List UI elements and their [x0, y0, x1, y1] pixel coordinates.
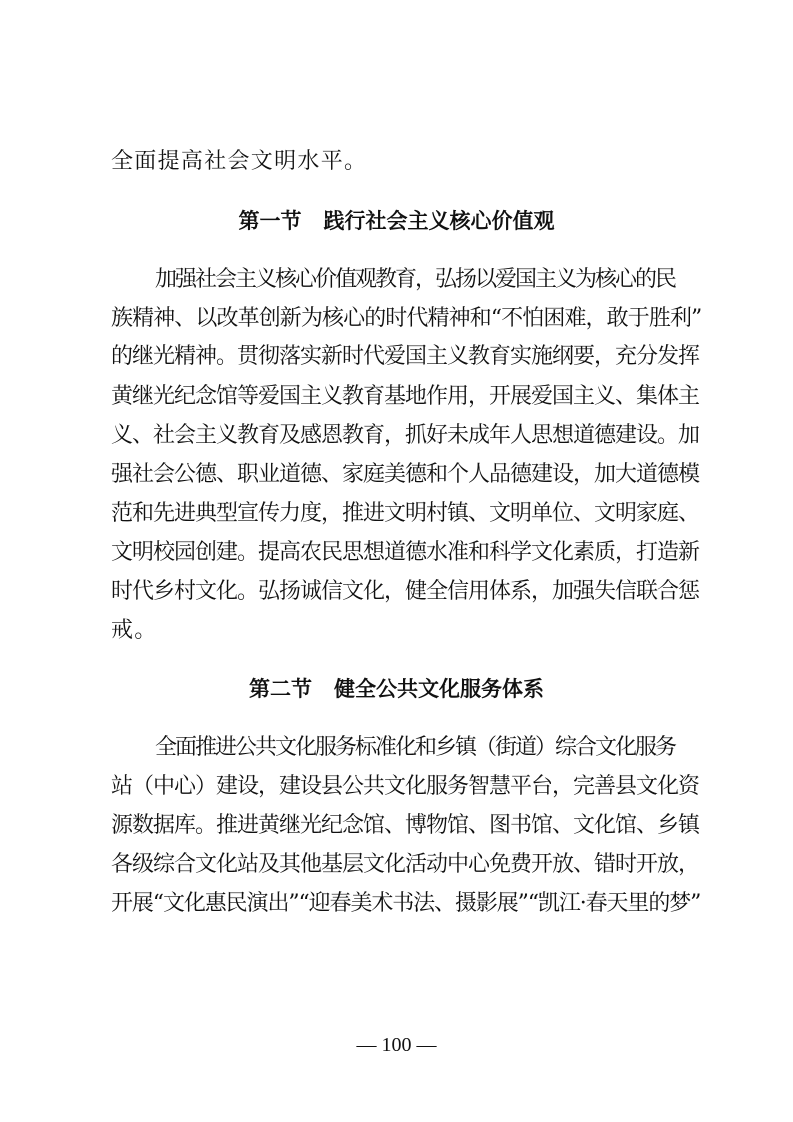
section-heading-2 [0, 677, 793, 701]
paragraph-line: 戒。 [111, 618, 158, 643]
paragraph-line: 各级综合文化站及其他基层文化活动中心免费开放、错时开放， [111, 852, 700, 877]
paragraph-line: 开展“文化惠民演出”“迎春美术书法、摄影展”“凯江·春天里的梦” [111, 891, 701, 916]
paragraph-line: 族精神、以改革创新为核心的时代精神和“不怕困难，敢于胜利” [111, 306, 702, 331]
section-title-1: 践行社会主义核心价值观 [323, 208, 555, 233]
page-number: — 100 — [356, 1034, 437, 1056]
paragraph-line: 加强社会主义核心价值观教育，弘扬以爱国主义为核心的民 [155, 267, 676, 292]
paragraph-line: 源数据库。推进黄继光纪念馆、博物馆、图书馆、文化馆、乡镇 [111, 813, 700, 838]
paragraph-line: 站（中心）建设，建设县公共文化服务智慧平台，完善县文化资 [111, 774, 700, 799]
paragraph-line: 时代乡村文化。弘扬诚信文化，健全信用体系，加强失信联合惩 [111, 579, 700, 604]
paragraph-line: 黄继光纪念馆等爱国主义教育基地作用，开展爱国主义、集体主 [111, 384, 700, 409]
paragraph-line: 范和先进典型宣传力度，推进文明村镇、文明单位、文明家庭、 [111, 501, 700, 526]
section-title-2: 健全公共文化服务体系 [334, 676, 544, 701]
section-number-1: 第一节 [238, 208, 302, 233]
section-heading-1 [0, 209, 793, 233]
paragraph-line: 强社会公德、职业道德、家庭美德和个人品德建设，加大道德模 [111, 462, 700, 487]
paragraph-line: 义、社会主义教育及感恩教育，抓好未成年人思想道德建设。加 [111, 423, 700, 448]
intro-line: 全面提高社会文明水平。 [111, 149, 368, 174]
paragraph-line: 文明校园创建。提高农民思想道德水准和科学文化素质，打造新 [111, 540, 700, 565]
paragraph-line: 全面推进公共文化服务标准化和乡镇（街道）综合文化服务 [155, 735, 676, 760]
section-number-2: 第二节 [249, 676, 312, 701]
paragraph-line: 的继光精神。贯彻落实新时代爱国主义教育实施纲要，充分发挥 [111, 344, 700, 369]
